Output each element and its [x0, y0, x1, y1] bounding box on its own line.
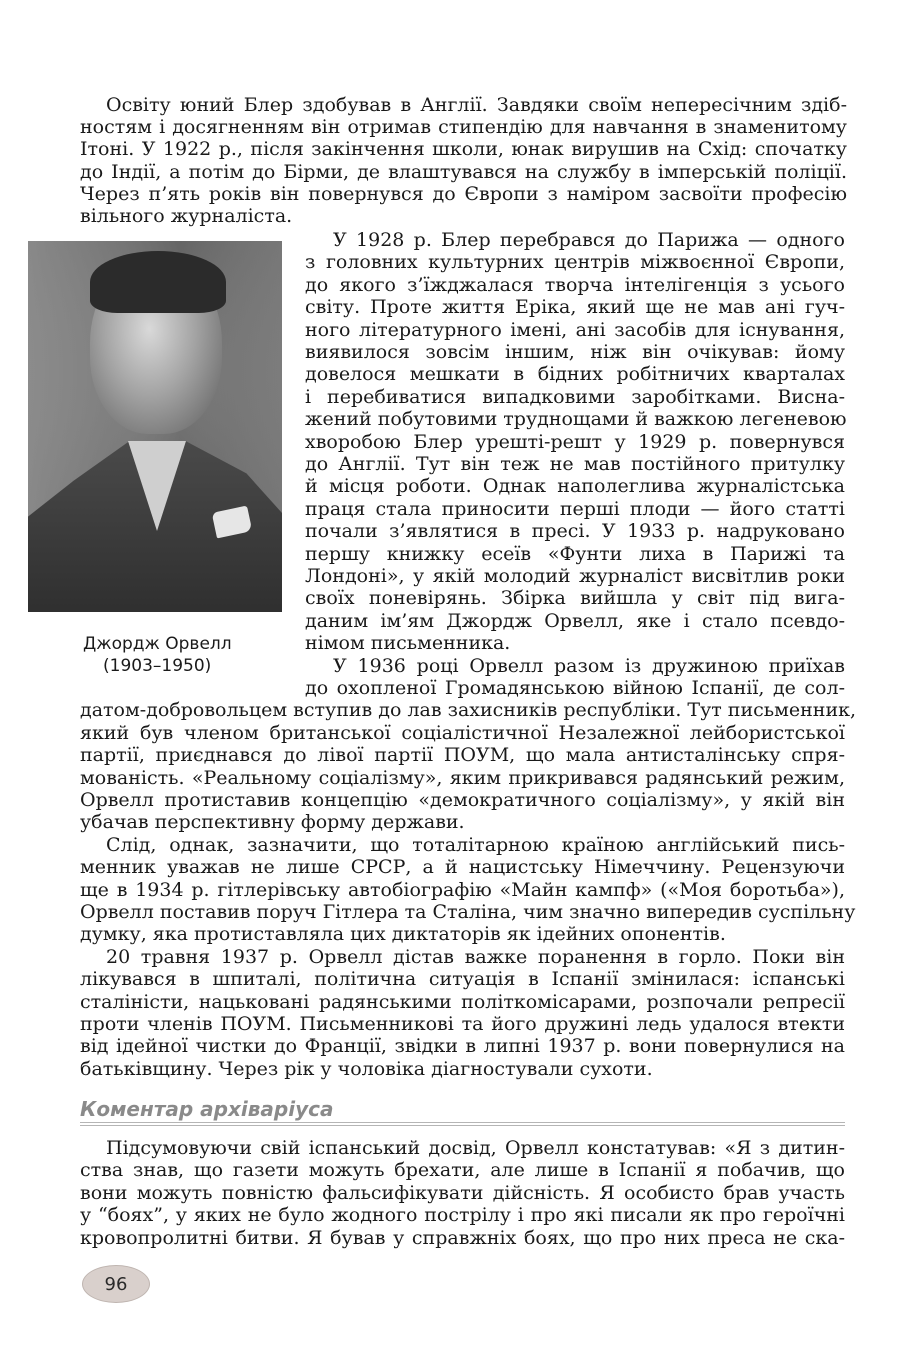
text-line: почали з’являтися в пресі. У 1933 р. надруковано [305, 520, 845, 542]
text-line: кровопролитні битви. Я бував у справжніх боях, що про них преса не ска- [80, 1227, 845, 1249]
text-line: і перебиватися випадковими заробітками. Висна- [305, 386, 845, 408]
text-line: у “боях”, у яких не було жодного пострілу і про які писали як про героїчні [80, 1204, 845, 1226]
text-line: першу книжку есеїв «Фунти лиха в Парижі та [305, 543, 845, 565]
text-line: даним ім’ям Джордж Орвелл, яке і стало псевдо- [305, 610, 845, 632]
section-divider [80, 1125, 845, 1126]
text-line: до охопленої Громадянською війною Іспанії, де сол- [305, 677, 845, 699]
text-line: німом письменника. [305, 632, 511, 654]
text-line: який був членом британської соціалістичної Незалежної лейбористської [80, 722, 845, 744]
portrait-caption-years: (1903–1950) [103, 656, 212, 676]
text-line: вони можуть повністю фальсифікувати дійсність. Я особисто брав участь [80, 1182, 845, 1204]
section-title-archivist-comment: Коментар архіваріуса [80, 1097, 334, 1121]
text-line: партії, приєднався до лівої партії ПОУМ, що мала антисталінську спря- [80, 744, 845, 766]
text-line: Освіту юний Блер здобував в Англії. Завдяки своїм непересічним здіб- [106, 94, 847, 116]
text-line: Лондоні», у якій молодий журналіст висвітлив роки [305, 565, 845, 587]
text-line: ще в 1934 р. гітлерівську автобіографію «Майн кампф» («Моя боротьба»), [80, 879, 845, 901]
portrait-caption-name: Джордж Орвелл [83, 634, 232, 654]
text-line: до Індії, а потім до Бірми, де влаштувався на службу в імперській поліції. [80, 161, 847, 183]
text-line: Ітоні. У 1922 р., після закінчення школи, юнак вирушив на Схід: спочатку [80, 138, 847, 160]
text-line: до Англії. Тут він теж не мав постійного притулку [305, 453, 845, 475]
text-line: світу. Проте життя Еріка, який ще не мав ані гуч- [305, 296, 845, 318]
text-line: батьківщину. Через рік у чоловіка діагностували сухоти. [80, 1058, 653, 1080]
text-line: У 1928 р. Блер перебрався до Парижа — одного [333, 229, 845, 251]
section-divider [80, 1122, 845, 1123]
text-line: від ідейної чистки до Франції, звідки в липні 1937 р. вони повернулися на [80, 1035, 845, 1057]
text-line: проти членів ПОУМ. Письменникові та його дружині ледь удалося втекти [80, 1013, 845, 1035]
text-line: з головних культурних центрів міжвоєнної Європи, [305, 251, 845, 273]
text-line: Слід, однак, зазначити, що тоталітарною країною англійський пись- [106, 834, 845, 856]
text-line: мованість. «Реальному соціалізму», яким прикривався радянський режим, [80, 767, 845, 789]
text-line: лікувався в шпиталі, політична ситуація в Іспанії змінилася: іспанські [80, 968, 845, 990]
text-line: датом-добровольцем вступив до лав захисників республіки. Тут письменник, [80, 699, 857, 721]
text-line: убачав перспективну форму держави. [80, 811, 465, 833]
text-line: жений побутовими труднощами й важкою легеневою [305, 408, 847, 430]
text-line: Орвелл поставив поруч Гітлера та Сталіна, чим значно випередив суспільну [80, 901, 856, 923]
text-line: Через п’ять років він повернувся до Європи з наміром засвоїти професію [80, 183, 847, 205]
text-line: 20 травня 1937 р. Орвелл дістав важке поранення в горло. Поки він [106, 946, 845, 968]
text-line: хворобою Блер урешті-решт у 1929 р. повернувся [305, 431, 845, 453]
text-line: виявилося зовсім іншим, ніж він очікував: йому [305, 341, 845, 363]
text-line: й місця роботи. Однак наполеглива журналістська [305, 475, 845, 497]
text-line: праця стала приносити перші плоди — його статті [305, 498, 845, 520]
text-line: вільного журналіста. [80, 205, 293, 227]
text-line: думку, яка протиставляла цих диктаторів як ідейних опонентів. [80, 923, 726, 945]
text-line: до якого з’їжджалася творча інтелігенція з усього [305, 274, 845, 296]
text-line: ностям і досягненням він отримав стипендію для навчання в знаменитому [80, 116, 847, 138]
text-line: сталіністи, нацьковані радянськими політкомісарами, розпочали репресії [80, 991, 845, 1013]
text-line: довелося мешкати в бідних робітничих кварталах [305, 363, 845, 385]
page-number: 96 [104, 1273, 128, 1295]
text-line: У 1936 році Орвелл разом із дружиною приїхав [333, 655, 845, 677]
orwell-portrait-photo [28, 241, 282, 612]
text-line: своїх поневірянь. Збірка вийшла у світ під вига- [305, 587, 845, 609]
text-line: ства знав, що газети можуть брехати, але лише в Іспанії я побачив, що [80, 1159, 845, 1181]
text-line: менник уважав не лише СРСР, а й нацистську Німеччину. Рецензуючи [80, 856, 845, 878]
text-line: Підсумовуючи свій іспанський досвід, Орвелл констатував: «Я з дитин- [106, 1137, 845, 1159]
page-number-badge [82, 1265, 150, 1303]
text-line: ного літературного імені, ані засобів для існування, [305, 319, 845, 341]
text-line: Орвелл протиставив концепцію «демократичного соціалізму», у якій він [80, 789, 845, 811]
